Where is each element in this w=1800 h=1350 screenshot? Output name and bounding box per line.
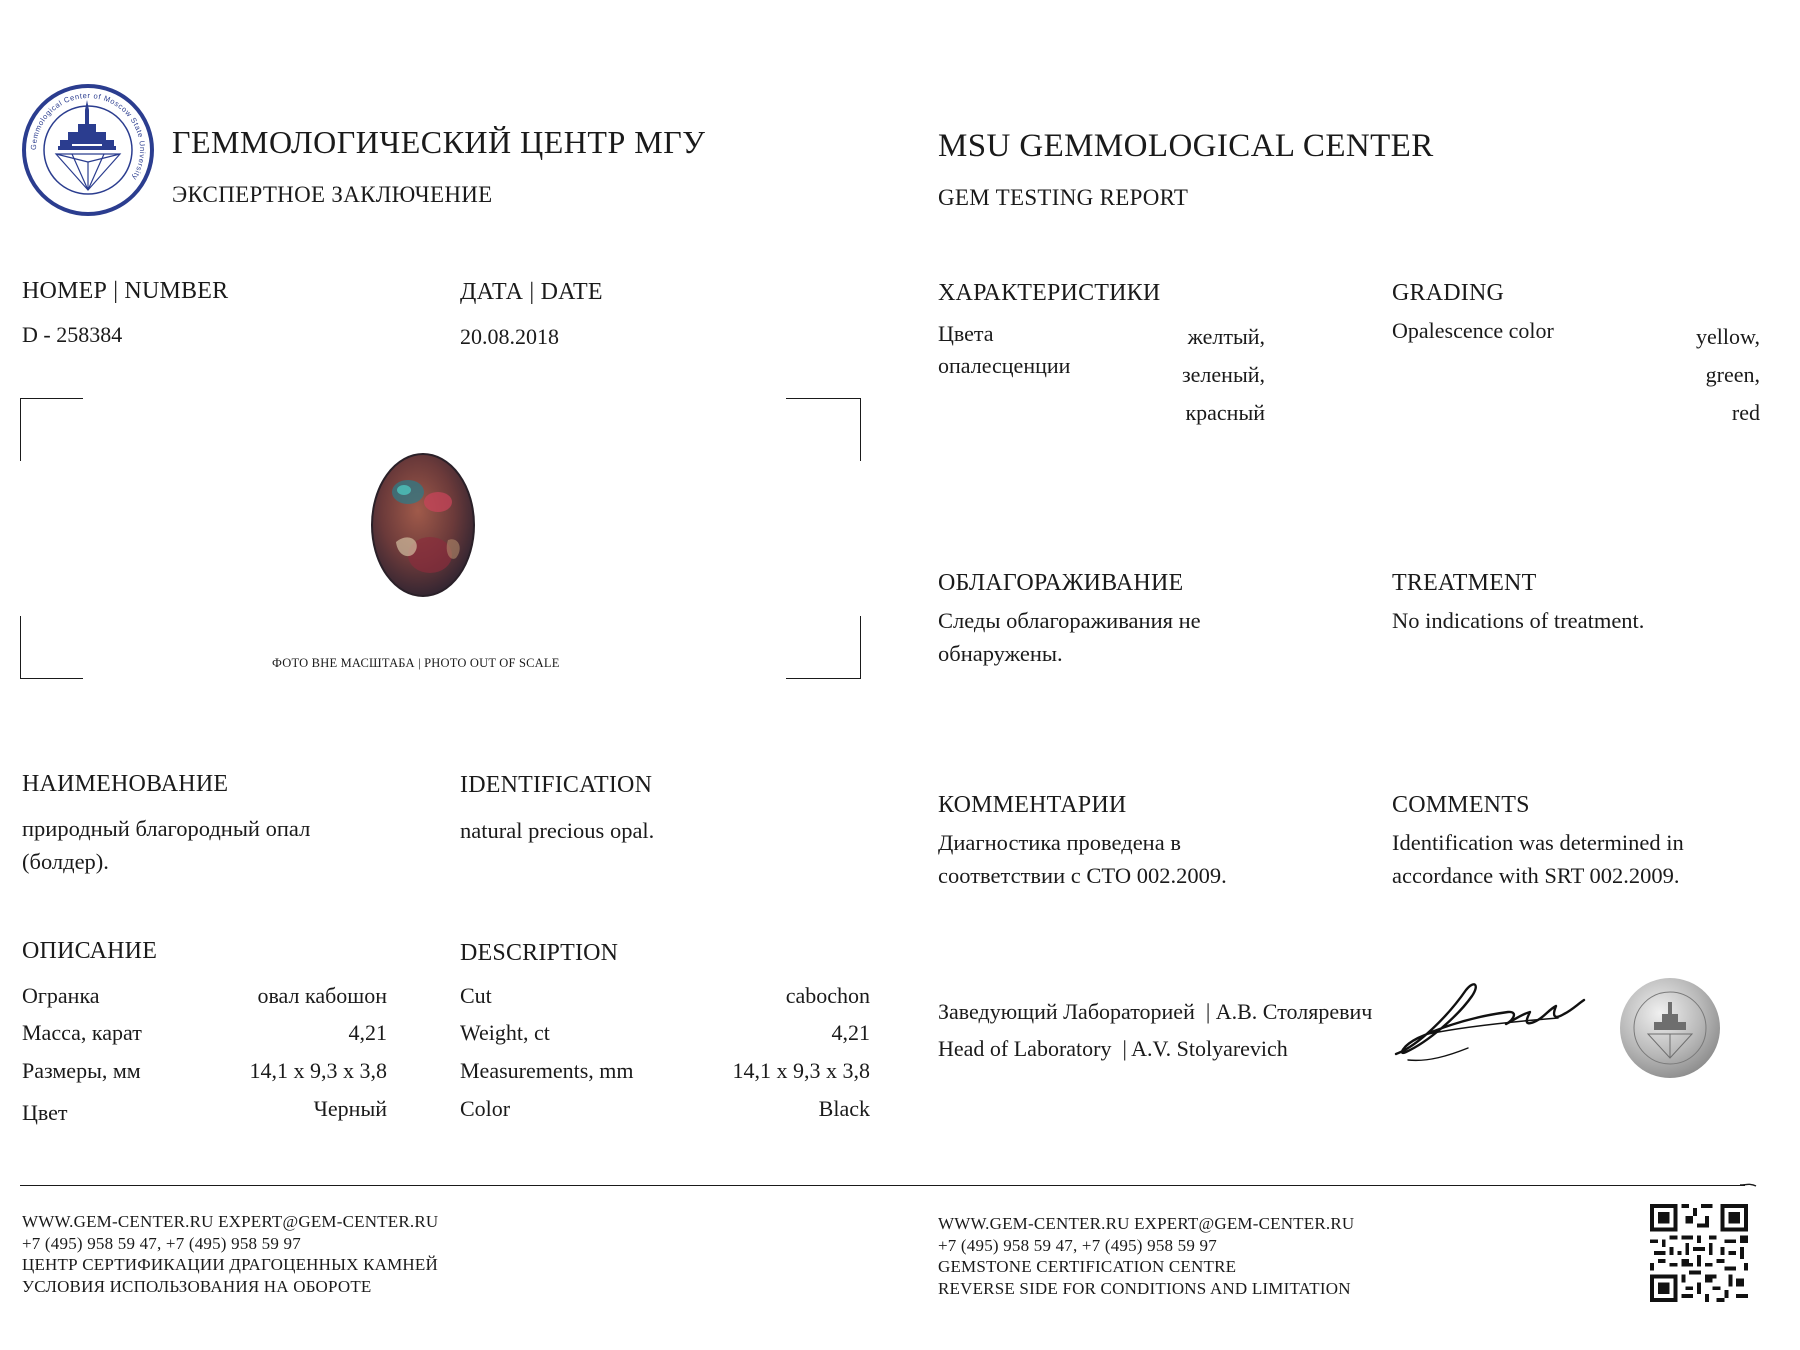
treatment-value-ru-line1: Следы облагораживания не	[938, 608, 1201, 633]
grading-value-en: red	[1731, 400, 1760, 425]
photo-caption: ФОТО ВНЕ МАСШТАБА | PHOTO OUT OF SCALE	[272, 656, 560, 670]
description-value: овал кабошон	[257, 983, 387, 1008]
grading-key-ru-line2: опалесценции	[938, 353, 1071, 378]
description-value: 14,1 x 9,3 x 3,8	[249, 1058, 387, 1083]
description-key: Размеры, мм	[22, 1058, 141, 1083]
description-key: Weight, ct	[460, 1020, 550, 1045]
footer-right-conditions: REVERSE SIDE FOR CONDITIONS AND LIMITATION	[938, 1278, 1351, 1298]
photo-frame-corner-br	[786, 616, 861, 679]
comments-value-ru-line2: соответствии с СТО 002.2009.	[938, 863, 1227, 888]
identification-value-ru-line1: природный благородный опал	[22, 816, 311, 841]
org-title-en: MSU GEMMOLOGICAL CENTER	[938, 128, 1434, 164]
description-label-en: DESCRIPTION	[460, 940, 619, 966]
signatory-ru: Заведующий Лабораторией | А.В. Столяревич	[938, 999, 1373, 1024]
description-value: cabochon	[785, 983, 870, 1008]
comments-value-en	[1392, 826, 1684, 892]
description-row-ru	[22, 1058, 387, 1084]
comments-value-ru	[938, 826, 1227, 892]
number-label: НОМЕР | NUMBER	[22, 278, 229, 304]
report-title-ru: ЭКСПЕРТНОЕ ЗАКЛЮЧЕНИЕ	[172, 182, 493, 207]
number-value: D - 258384	[22, 322, 123, 347]
treatment-label-en: TREATMENT	[1392, 570, 1537, 596]
report-title-en: GEM TESTING REPORT	[938, 185, 1189, 210]
footer-right-contact: WWW.GEM-CENTER.RU EXPERT@GEM-CENTER.RU	[938, 1214, 1355, 1233]
grading-values-ru	[1120, 318, 1265, 432]
description-value: Черный	[313, 1096, 387, 1121]
footer-divider-end-icon	[1740, 1181, 1758, 1191]
description-row-en	[460, 1058, 870, 1084]
identification-value-en: natural precious opal.	[460, 818, 655, 843]
grading-label-en: GRADING	[1392, 280, 1505, 306]
grading-key-en: Opalescence color	[1392, 318, 1554, 343]
footer-right-centre: GEMSTONE CERTIFICATION CENTRE	[938, 1257, 1237, 1276]
grading-value-en: green,	[1705, 362, 1760, 387]
grading-value-ru: красный	[1185, 400, 1265, 425]
description-row-en	[460, 1020, 870, 1046]
opal-stone-image	[368, 450, 478, 600]
identification-value-ru	[22, 812, 310, 878]
identification-label-ru: НАИМЕНОВАНИЕ	[22, 771, 229, 797]
photo-frame-corner-tr	[786, 398, 861, 461]
grading-value-ru: желтый,	[1187, 324, 1265, 349]
footer-left	[22, 1211, 438, 1297]
footer-left-phone: +7 (495) 958 59 47, +7 (495) 958 59 97	[22, 1233, 301, 1253]
description-row-ru	[22, 1096, 387, 1126]
treatment-value-en: No indications of treatment.	[1392, 608, 1645, 633]
description-row-ru	[22, 983, 387, 1009]
footer-right	[938, 1213, 1354, 1299]
comments-value-ru-line1: Диагностика проведена в	[938, 830, 1181, 855]
footer-right-phone: +7 (495) 958 59 47, +7 (495) 958 59 97	[938, 1235, 1217, 1255]
description-row-ru	[22, 1020, 387, 1046]
description-label-ru: ОПИСАНИЕ	[22, 938, 158, 964]
seal-ring-text: Gemmological Center of Moscow State University	[28, 90, 148, 182]
msu-seal-logo	[20, 82, 156, 218]
grading-label-ru: ХАРАКТЕРИСТИКИ	[938, 280, 1161, 306]
date-label: ДАТА | DATE	[460, 279, 603, 305]
grading-values-en	[1620, 318, 1760, 432]
footer-left-conditions: УСЛОВИЯ ИСПОЛЬЗОВАНИЯ НА ОБОРОТЕ	[22, 1276, 372, 1296]
description-row-en	[460, 1096, 870, 1122]
signatory-en: Head of Laboratory | A.V. Stolyarevich	[938, 1036, 1288, 1061]
date-value: 20.08.2018	[460, 324, 559, 349]
description-row-en	[460, 983, 870, 1009]
hologram-seal	[1618, 976, 1722, 1080]
comments-label-ru: КОММЕНТАРИИ	[938, 792, 1127, 818]
description-key: Огранка	[22, 983, 100, 1008]
photo-frame-corner-bl	[20, 616, 83, 679]
comments-value-en-line2: accordance with SRT 002.2009.	[1392, 863, 1680, 888]
grading-key-ru	[938, 318, 1070, 382]
grading-value-ru: зеленый,	[1181, 362, 1265, 387]
description-value: 14,1 x 9,3 x 3,8	[732, 1058, 870, 1083]
identification-value-ru-line2: (болдер).	[22, 849, 109, 874]
description-value: Black	[818, 1096, 870, 1121]
description-value: 4,21	[348, 1020, 387, 1045]
description-key: Цвет	[22, 1100, 68, 1125]
grading-value-en: yellow,	[1696, 324, 1760, 349]
photo-frame-corner-tl	[20, 398, 83, 461]
identification-label-en: IDENTIFICATION	[460, 772, 653, 798]
footer-left-contact: WWW.GEM-CENTER.RU EXPERT@GEM-CENTER.RU	[22, 1212, 439, 1231]
comments-value-en-line1: Identification was determined in	[1392, 830, 1684, 855]
treatment-value-ru	[938, 604, 1201, 670]
treatment-label-ru: ОБЛАГОРАЖИВАНИЕ	[938, 570, 1184, 596]
comments-label-en: COMMENTS	[1392, 792, 1530, 818]
footer-left-centre: ЦЕНТР СЕРТИФИКАЦИИ ДРАГОЦЕННЫХ КАМНЕЙ	[22, 1255, 438, 1274]
org-title-ru: ГЕММОЛОГИЧЕСКИЙ ЦЕНТР МГУ	[172, 124, 706, 160]
qr-code	[1650, 1204, 1748, 1302]
description-value: 4,21	[831, 1020, 870, 1045]
grading-key-ru-line1: Цвета	[938, 321, 994, 346]
treatment-value-ru-line2: обнаружены.	[938, 641, 1063, 666]
signature-image	[1388, 976, 1588, 1066]
description-key: Масса, карат	[22, 1020, 142, 1045]
description-key: Cut	[460, 983, 492, 1008]
footer-divider	[20, 1185, 1745, 1186]
description-key: Measurements, mm	[460, 1058, 634, 1083]
description-key: Color	[460, 1096, 511, 1121]
